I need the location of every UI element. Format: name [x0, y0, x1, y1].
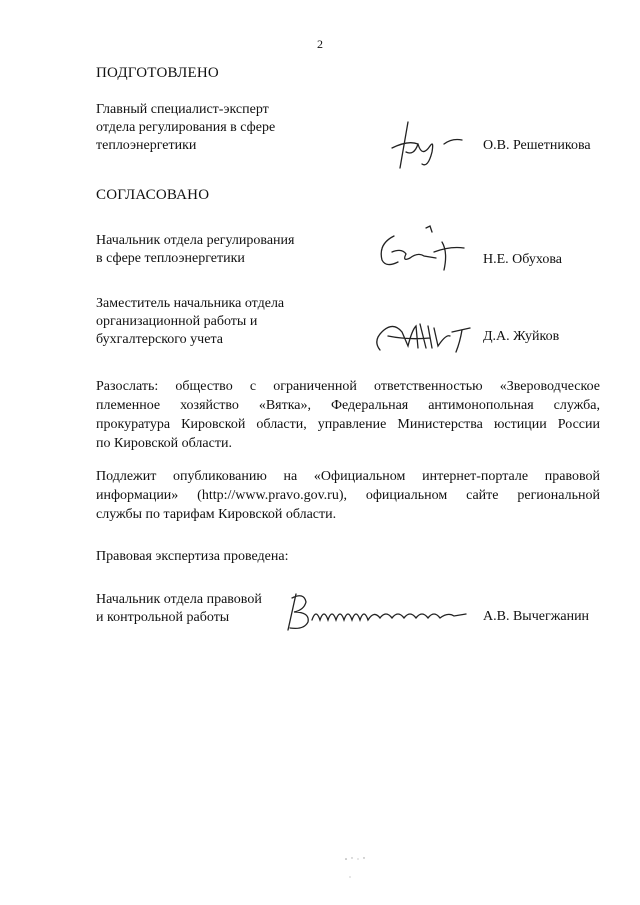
agreed-name-2: Д.А. Жуйков — [483, 329, 560, 344]
paragraph-line: Подлежит опубликованию на «Официальном интернет-портале правовой — [96, 469, 600, 484]
paragraph-line: информации» (http://www.pravo.gov.ru), официальном сайте региональной — [96, 488, 600, 503]
position-line: в сфере теплоэнергетики — [96, 251, 245, 266]
paragraph-line: службы по тарифам Кировской области. — [96, 507, 337, 522]
prepared-name: О.В. Решетникова — [483, 138, 591, 153]
signature-reshetnikova — [378, 118, 468, 178]
paragraph-line: по Кировской области. — [96, 436, 232, 451]
position-line: организационной работы и — [96, 314, 258, 329]
signature-vychegzhanin — [282, 590, 472, 634]
paragraph-line: прокуратура Кировской области, управление Министерства юстиции России — [96, 417, 600, 432]
signature-zhuikov — [368, 310, 478, 360]
position-line: Главный специалист-эксперт — [96, 102, 269, 117]
legal-review-position — [96, 591, 262, 627]
position-line: Начальник отдела правовой — [96, 592, 262, 607]
distribution-paragraph — [96, 377, 600, 453]
scan-marks — [340, 855, 380, 890]
position-line: бухгалтерского учета — [96, 332, 223, 347]
legal-review-statement: Правовая экспертиза проведена: — [96, 549, 289, 564]
paragraph-line: племенное хозяйство «Вятка», Федеральная антимонопольная служба, — [96, 398, 600, 413]
position-line: теплоэнергетики — [96, 138, 197, 153]
position-line: Начальник отдела регулирования — [96, 233, 295, 248]
position-line: Заместитель начальника отдела — [96, 296, 285, 311]
publication-paragraph — [96, 467, 600, 524]
legal-review-name: А.В. Вычегжанин — [483, 609, 590, 624]
agreed-position-1 — [96, 232, 294, 268]
agreed-name-1: Н.Е. Обухова — [483, 252, 562, 267]
prepared-position — [96, 101, 275, 155]
page-number: 2 — [317, 37, 323, 51]
agreed-position-2 — [96, 295, 284, 349]
paragraph-line: Разослать: общество с ограниченной ответственностью «Звероводческое — [96, 379, 600, 394]
agreed-heading: СОГЛАСОВАНО — [96, 187, 210, 203]
signature-obukhova — [372, 222, 472, 274]
position-line: отдела регулирования в сфере — [96, 120, 276, 135]
position-line: и контрольной работы — [96, 610, 230, 625]
prepared-heading: ПОДГОТОВЛЕНО — [96, 65, 219, 81]
